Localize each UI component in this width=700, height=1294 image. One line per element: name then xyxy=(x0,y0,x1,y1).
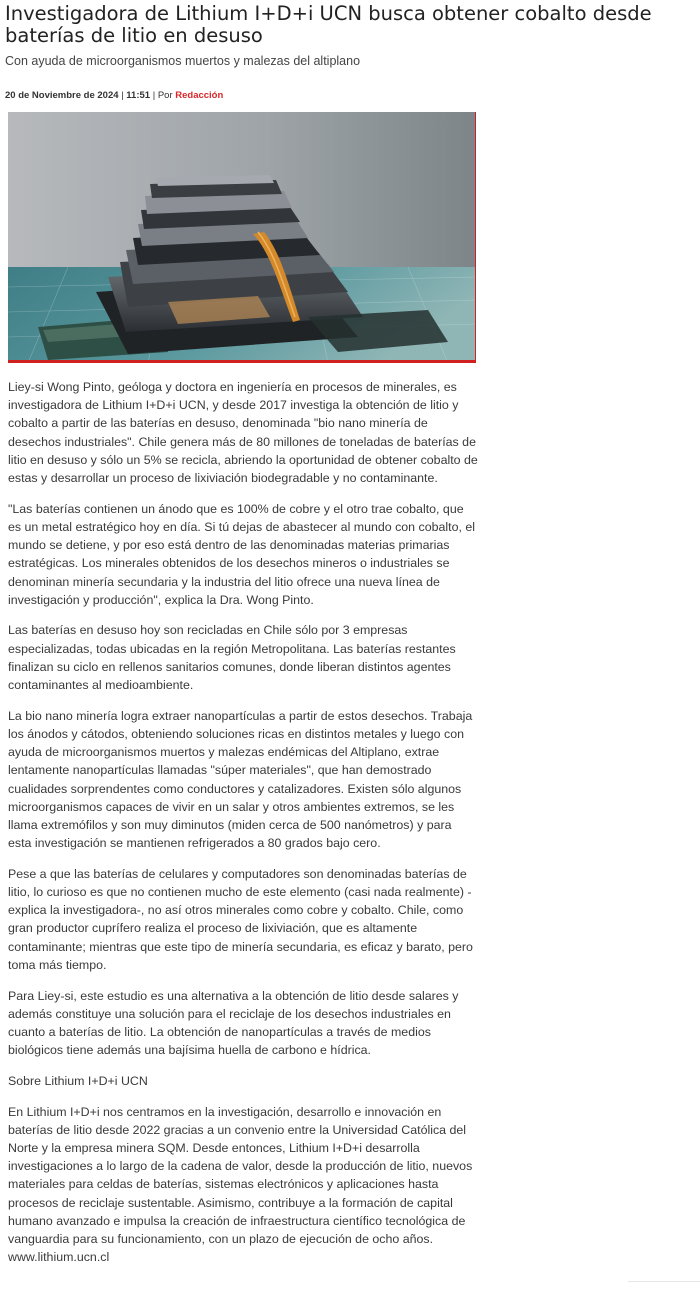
paragraph: Las baterías en desuso hoy son recicladas en Chile sólo por 3 empresas especializadas, todas ubicadas en la región Metropolitana. Las baterías restantes finalizan su ciclo en rellenos sanitarios comunes, donde liberan distintos agentes contaminantes al medioambiente. xyxy=(8,623,456,693)
byline-label: | Por xyxy=(152,90,173,101)
article-image xyxy=(8,112,476,363)
paragraph: Pese a que las baterías de celulares y computadores son denominadas baterías de litio, lo curioso es que no contienen mucho de este elemento (casi nada realmente) -explica la investigadora-, no así otros minerales como cobre y cobalto. Chile, como gran productor cuprífero realiza el proceso de lixiviación, que es altamente contaminante; mientras que este tipo de minería secundaria, es eficaz y barato, pero toma más tiempo. xyxy=(8,866,473,972)
article-meta xyxy=(5,90,223,101)
article-subtitle: Con ayuda de microorganismos muertos y malezas del altiplano xyxy=(5,54,361,68)
divider xyxy=(628,1281,700,1294)
paragraph: Liey-si Wong Pinto, geóloga y doctora en ingeniería en procesos de minerales, es investigadora de Lithium I+D+i UCN, y desde 2017 investiga la obtención de litio y cobalto a partir de las baterías en desuso, denominada "bio nano minería de desechos industriales". Chile genera más de 80 millones de toneladas de baterías de litio en desuso y sólo un 5% se recicla, abriendo la oportunidad de obtener cobalto de estas y desarrollar un proceso de lixiviación biodegradable y no contaminante. xyxy=(8,380,478,486)
author-link[interactable]: Redacción xyxy=(175,90,224,101)
section-heading: Sobre Lithium I+D+i UCN xyxy=(8,1073,148,1088)
website-link[interactable]: www.lithium.ucn.cl xyxy=(8,1250,110,1265)
publish-time: 11:51 xyxy=(126,90,151,101)
article-body xyxy=(8,378,478,1279)
paragraph: "Las baterías contienen un ánodo que es 100% de cobre y el otro trae cobalto, que es un metal estratégico hoy en día. Si tú dejas de abastecer al mundo con cobalto, el mundo se detiene, y por eso está dentro de las denominadas materias primarias estratégicas. Los minerales obtenidos de los desechos mineros o industriales se denominan minería secundaria y la industria del litio ofrece una nueva línea de investigación y producción", explica la Dra. Wong Pinto. xyxy=(8,501,476,607)
paragraph: La bio nano minería logra extraer nanopartículas a partir de estos desechos. Trabaja los ánodos y cátodos, obteniendo soluciones ricas en distintos metales y luego con ayuda de microorganismos muertos y malezas endémicas del Altiplano, extrae lentamente nanopartículas llamadas "súper materiales", que han demostrado cualidades sorprendentes como conductores y catalizadores. Existen sólo algunos microorganismos capaces de vivir en un salar y otros ambientes extremos, se les llama extremófilos y son muy diminutos (miden cerca de 500 nanómetros) y para esta investigación se mantienen refrigerados a 80 grados bajo cero. xyxy=(8,708,473,851)
paragraph: Para Liey-si, este estudio es una alternativa a la obtención de litio desde salares y además constituye una solución para el reciclaje de los desechos industriales en cuanto a baterías de litio. La obtención de nanopartículas a través de medios biológicos tiene además una bajísima huella de carbono e hídrica. xyxy=(8,988,459,1058)
paragraph: En Lithium I+D+i nos centramos en la investigación, desarrollo e innovación en baterías de litio desde 2022 gracias a un convenio entre la Universidad Católica del Norte y la empresa minera SQM. Desde entonces, Lithium I+D+i desarrolla investigaciones a lo largo de la cadena de valor, desde la producción de litio, nuevos materiales para celdas de baterías, sistemas electrónicos y aplicaciones hasta procesos de reciclaje sustentable. Asimismo, contribuye a la formación de capital humano avanzado e impulsa la creación de infraestructura científico tecnológica de vanguardia para su funcionamiento, con un plazo de ejecución de ocho años. xyxy=(8,1104,473,1247)
publish-date: 20 de Noviembre de 2024 xyxy=(5,90,119,101)
meta-separator: | xyxy=(121,90,124,101)
article-title: Investigadora de Lithium I+D+i UCN busca obtener cobalto desde baterías de litio en desuso xyxy=(5,2,652,47)
